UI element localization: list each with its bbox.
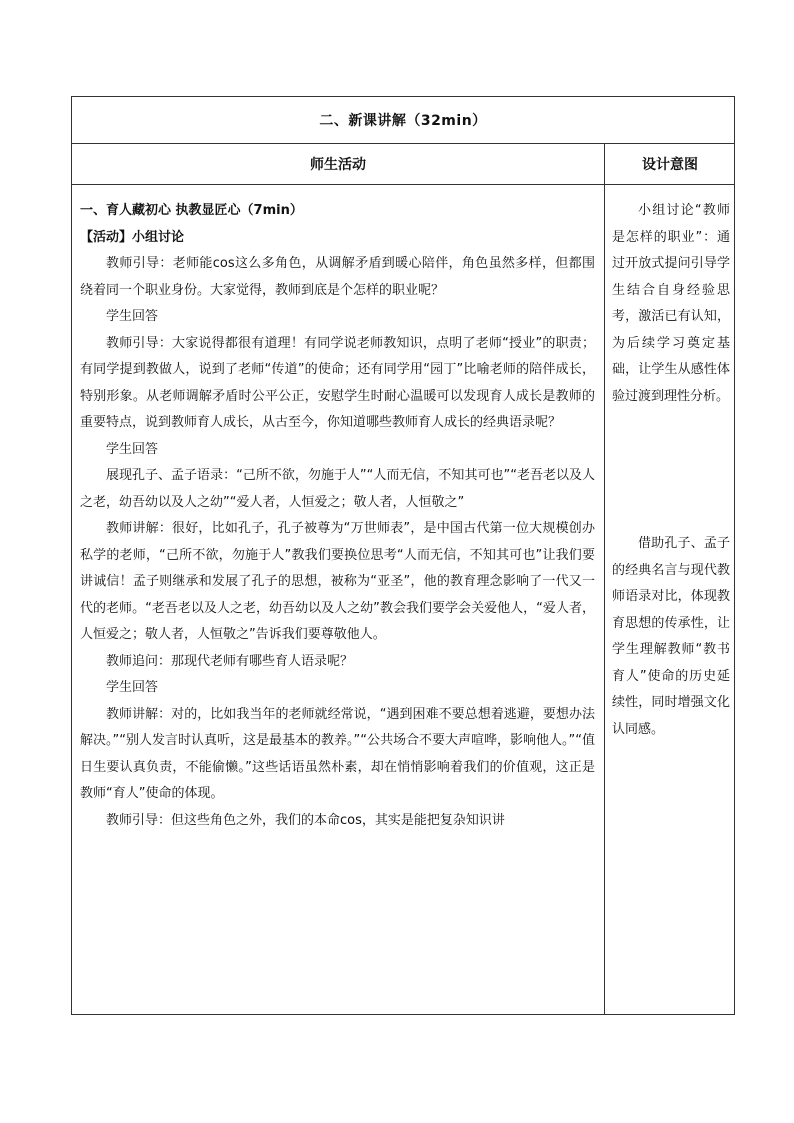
paragraph: 展现孔子、孟子语录：“己所不欲，勿施于人”“人而无信，不知其可也”“老吾老以及人之老，幼吾幼以及人之幼”“爱人者，人恒爱之；敬人者，人恒敬之” xyxy=(80,468,595,510)
paragraph: 教师讲解：对的，比如我当年的老师就经常说，“遇到困难不要总想着逃避，要想办法解决。”“别人发言时认真听，这是最基本的教养。”“公共场合不要大声喧哗，影响他人。”“值日生要认真负责，不能偷懒。”这些话语虽然朴素，却在悄悄影响着我们的价值观，这正是教师“育人”使命的体现。 xyxy=(80,706,595,801)
paragraph: 教师引导：但这些角色之外，我们的本命cos，其实是能把复杂知识讲 xyxy=(106,812,505,828)
paragraph: 学生回答 xyxy=(106,441,159,457)
design-intent-2 xyxy=(612,531,730,743)
paragraph: 教师讲解：很好，比如孔子，孔子被尊为“万世师表”，是中国古代第一位大规模创办私学的老师，“己所不欲，勿施于人”教我们要换位思考“人而无信，不知其可也”让我们要讲诚信！孟子则继承和发展了孔子的思想，被称为“亚圣”，他的教育理念影响了一代又一代的老师。“老吾老以及人之老，幼吾幼以及人之幼”教会我们要学会关爱他人，“爱人者，人恒爱之；敬人者，人恒敬之”告诉我们要尊敬他人。 xyxy=(80,521,595,642)
paragraph: 教师引导：老师能cos这么多角色，从调解矛盾到暖心陪伴，角色虽然多样，但都围绕着同一个职业身份。大家觉得，教师到底是个怎样的职业呢？ xyxy=(80,256,595,298)
paragraph: 学生回答 xyxy=(106,309,159,324)
activity-column-header: 师生活动 xyxy=(310,157,366,173)
paragraph: 教师追问：那现代老师有哪些育人语录呢？ xyxy=(106,653,354,669)
design-intent-text: 小组讨论“教师是怎样的职业”：通过开放式提问引导学生结合自身经验思考，激活已有认知，为后续学习奠定基础，让学生从感性体验过渡到理性分析。 xyxy=(612,203,730,404)
design-intent-1 xyxy=(612,198,730,410)
section-title: 二、新课讲解（32min） xyxy=(319,113,487,129)
section-heading: 一、育人藏初心 执教显匠心（7min） xyxy=(80,203,303,218)
lesson-plan-table xyxy=(71,96,735,1015)
activity-content xyxy=(80,198,595,834)
design-intent-text: 借助孔子、孟子的经典名言与现代教师语录对比，体现教育思想的传承性，让学生理解教师“教书育人”使命的历史延续性，同时增强文化认同感。 xyxy=(612,536,730,737)
intent-column-header: 设计意图 xyxy=(642,157,698,173)
activity-label: 【活动】小组讨论 xyxy=(80,229,185,245)
paragraph: 教师引导：大家说得都很有道理！有同学说老师教知识，点明了老师“授业”的职责；有同学提到教做人，说到了老师“传道”的使命；还有同学用“园丁”比喻老师的陪伴成长，特别形象。从老师调解矛盾时公平公正，安慰学生时耐心温暖可以发现育人成长是教师的重要特点，说到教师育人成长，从古至今，你知道哪些教师育人成长的经典语录呢？ xyxy=(80,335,595,430)
column-divider xyxy=(604,144,605,1014)
row-divider xyxy=(72,184,734,185)
paragraph: 学生回答 xyxy=(106,680,159,695)
